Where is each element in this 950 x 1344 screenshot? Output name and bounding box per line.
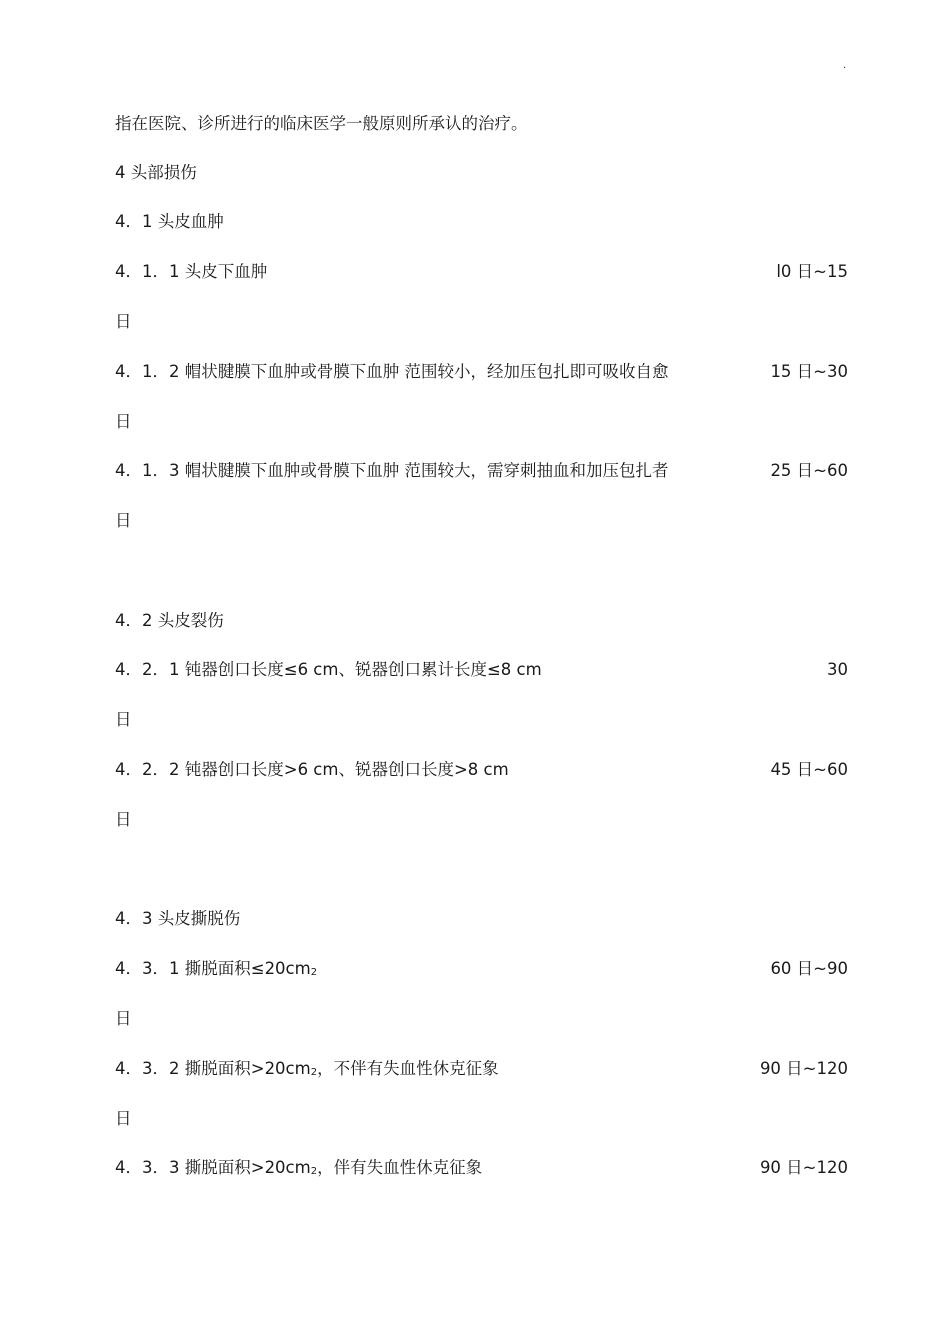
item-4-2-1-unit-row [115,707,848,733]
item-4-1-1-row [115,259,848,285]
item-4-3-3-text-pre: 4．3．3 撕脱面积>20cm [115,1158,311,1177]
item-4-2-2-text: 4．2．2 钝器创口长度>6 cm、锐器创口长度>8 cm [115,760,509,779]
item-4-3-1-duration: 60 日~90 [770,959,848,978]
item-4-1-1-unit-row [115,309,848,335]
item-4-3-2-row [115,1056,848,1082]
item-4-3-3-duration: 90 日~120 [759,1158,848,1177]
item-4-1-3-text: 4．1．3 帽状腱膜下血肿或骨膜下血肿 范围较大，需穿刺抽血和加压包扎者 [115,461,669,480]
section-heading-4-3 [115,906,848,932]
item-4-2-1-unit: 日 [115,710,132,729]
item-4-2-2-unit-row [115,807,848,833]
item-4-3-2-text-pre: 4．3．2 撕脱面积>20cm [115,1059,311,1078]
section-4-3-title: 4．3 头皮撕脱伤 [115,909,241,928]
item-4-1-3-duration: 25 日~60 [770,461,848,480]
item-4-1-2-row [115,359,848,385]
item-4-1-1-unit: 日 [115,312,132,331]
item-4-2-2-unit: 日 [115,810,132,829]
item-4-2-2-row [115,757,848,783]
section-heading-4-2 [115,608,848,634]
item-4-3-1-row [115,956,848,982]
item-4-3-3-text-post: ，伴有失血性休克征象 [317,1158,483,1177]
item-4-1-2-duration: 15 日~30 [770,362,848,381]
item-4-1-2-unit-row [115,409,848,435]
item-4-1-1-duration: l0 日~15 [776,262,848,281]
item-4-3-3-text [115,1155,482,1185]
item-4-1-1-text: 4．1．1 头皮下血肿 [115,262,268,281]
item-4-3-2-unit-row [115,1106,848,1132]
item-4-3-2-duration: 90 日~120 [759,1059,848,1078]
item-4-3-1-unit-row [115,1006,848,1032]
item-4-3-3-row [115,1155,848,1181]
intro-text: 指在医院、诊所进行的临床医学一般原则所承认的治疗。 [115,114,528,133]
section-4-2-title: 4．2 头皮裂伤 [115,611,224,630]
item-4-3-2-subscript: 2 [310,1067,318,1078]
section-4-title: 4 头部损伤 [115,163,197,182]
item-4-1-2-unit: 日 [115,412,132,431]
item-4-3-3-subscript: 2 [310,1166,318,1177]
item-4-3-1-text-pre: 4．3．1 撕脱面积≤20cm [115,959,311,978]
item-4-1-3-unit-row [115,508,848,534]
item-4-1-3-row [115,458,848,484]
intro-paragraph [115,111,848,137]
section-heading-4-1 [115,209,848,235]
item-4-2-1-text: 4．2．1 钝器创口长度≤6 cm、锐器创口累计长度≤8 cm [115,660,542,679]
section-heading-4 [115,160,848,186]
section-4-1-title: 4．1 头皮血肿 [115,212,224,231]
item-4-2-1-row [115,657,848,683]
item-4-3-2-unit: 日 [115,1109,132,1128]
item-4-3-1-subscript: 2 [310,967,318,978]
item-4-1-2-text: 4．1．2 帽状腱膜下血肿或骨膜下血肿 范围较小，经加压包扎即可吸收自愈 [115,362,669,381]
item-4-3-1-unit: 日 [115,1009,132,1028]
item-4-2-2-duration: 45 日~60 [770,760,848,779]
item-4-1-3-unit: 日 [115,511,132,530]
item-4-3-2-text [115,1056,499,1086]
item-4-3-2-text-post: ，不伴有失血性休克征象 [317,1059,499,1078]
item-4-2-1-duration: 30 [827,660,848,679]
item-4-3-1-text [115,956,317,986]
page-corner-mark: . [843,60,847,71]
